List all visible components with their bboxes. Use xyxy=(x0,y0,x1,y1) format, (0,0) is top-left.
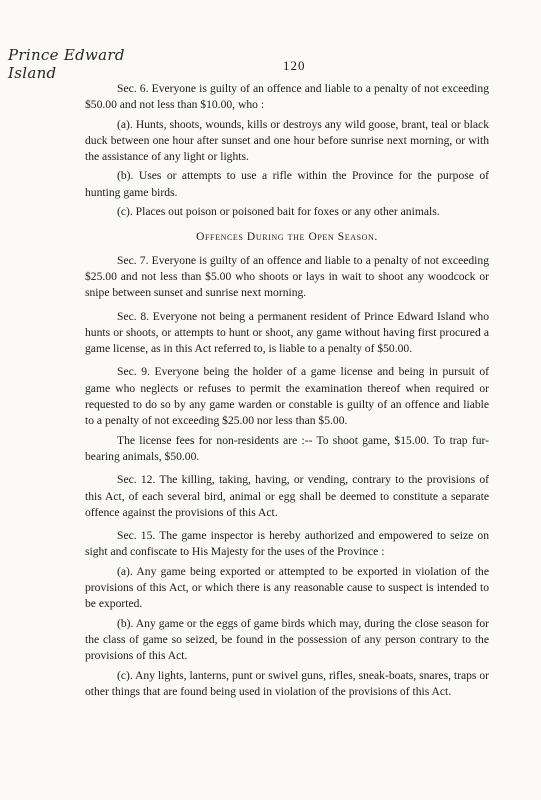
sec-15-clause-a: (a). Any game being exported or attempted to be exported in violation of the provisions of this Act, or which there is any reasonable cause to suspect is intended to be exported. xyxy=(85,564,489,611)
sec-6-paragraph: Sec. 6. Everyone is guilty of an offence and liable to a penalty of not exceeding $50.00 and not less than $10.00, who : xyxy=(85,82,489,112)
sec-9-paragraph: Sec. 9. Everyone being the holder of a game license and being in pursuit of game who neglects or refuses to permit the examination thereof when required or requested to do so by any game warden or constable is guilty of an offence and liable to a penalty of not exceeding $25.00 nor less than $5.00. xyxy=(85,365,489,428)
sec-15-clause-c: (c). Any lights, lanterns, punt or swivel guns, rifles, sneak-boats, snares, traps or other things that are found being used in violation of the provisions of this Act. xyxy=(85,668,489,698)
running-head-line-1: Prince Edward xyxy=(8,46,125,64)
running-head-line-2: Island xyxy=(8,64,57,82)
sec-15-paragraph: Sec. 15. The game inspector is hereby authorized and empowered to seize on sight and confiscate to His Majesty for the uses of the Province : xyxy=(85,529,489,559)
sec-6-clause-b: (b). Uses or attempts to use a rifle within the Province for the purpose of hunting game birds. xyxy=(85,169,489,199)
page-number: 120 xyxy=(283,58,306,73)
running-head xyxy=(8,46,125,82)
sec-12-paragraph: Sec. 12. The killing, taking, having, or vending, contrary to the provisions of this Act, of each several bird, animal or egg shall be deemed to constitute a separate offence against the provisions of this Act. xyxy=(85,473,489,519)
license-fees-paragraph: The license fees for non-residents are :-- To shoot game, $15.00. To trap fur-bearing animals, $50.00. xyxy=(85,433,489,463)
section-heading: Offences During the Open Season. xyxy=(196,231,378,244)
sec-8-paragraph: Sec. 8. Everyone not being a permanent resident of Prince Edward Island who hunts or shoots, or attempts to hunt or shoot, any game without having first procured a game license, as in this Act referred to, is liable to a penalty of $50.00. xyxy=(85,309,489,356)
sec-15-clause-b: (b). Any game or the eggs of game birds which may, during the close season for the class of game so seized, be found in the possession of any person contrary to the provisions of this Act. xyxy=(85,616,489,663)
sec-6-clause-c: (c). Places out poison or poisoned bait for foxes or any other animals. xyxy=(117,205,440,219)
page-body xyxy=(85,81,489,700)
sec-6-clause-a: (a). Hunts, shoots, wounds, kills or destroys any wild goose, brant, teal or black duck between one hour after sunset and one hour before sunrise next morning, or with the assistance of any light or lights. xyxy=(85,117,489,164)
sec-7-paragraph: Sec. 7. Everyone is guilty of an offence and liable to a penalty of not exceeding $25.00 and not less than $5.00 who shoots or lays in wait to shoot any woodcock or snipe between sunset and sunrise next morning. xyxy=(85,253,489,300)
